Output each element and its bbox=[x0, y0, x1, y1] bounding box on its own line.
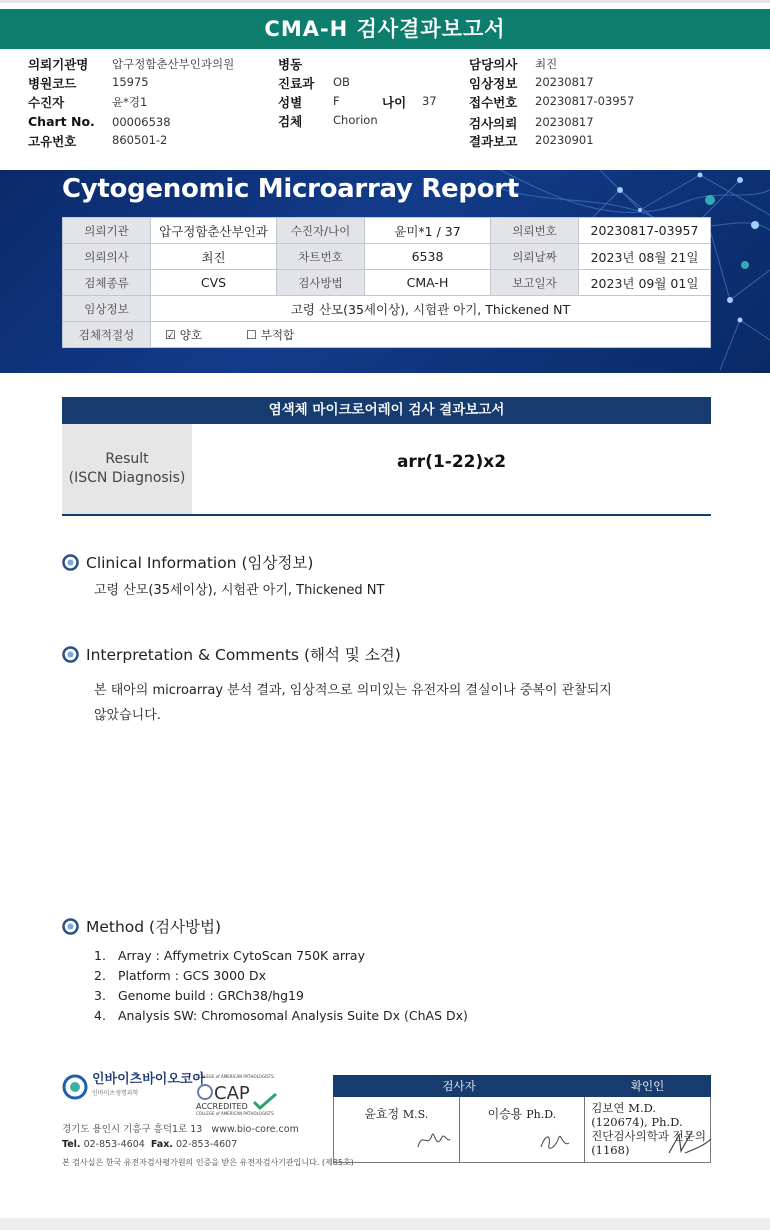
cap-accredited-logo bbox=[196, 1072, 286, 1116]
table-value: 압구정함춘산부인과 bbox=[151, 218, 277, 244]
interpretation-line: 않았습니다. bbox=[94, 708, 161, 723]
cap-bottom-text: COLLEGE of AMERICAN PATHOLOGISTS bbox=[196, 1111, 274, 1116]
method-heading bbox=[62, 915, 221, 937]
cap-accredited-text: ACCREDITED bbox=[196, 1102, 248, 1111]
table-value: CMA-H bbox=[365, 270, 491, 296]
header-value: 20230901 bbox=[535, 133, 594, 147]
fax-value: 02-853-4607 bbox=[176, 1139, 238, 1150]
header-label: 검사의뢰 bbox=[469, 116, 518, 131]
fax-label: Fax. bbox=[150, 1139, 173, 1150]
interpretation-text bbox=[94, 678, 612, 728]
confirm-header: 확인인 bbox=[585, 1076, 711, 1097]
interpretation-line: 본 태아의 microarray 분석 결과, 임상적으로 의미있는 유전자의 결실이나 중복이 관찰되지 bbox=[94, 683, 612, 698]
result-box bbox=[62, 424, 711, 516]
examiner-header: 검사자 bbox=[334, 1076, 585, 1097]
patient-info-table bbox=[62, 217, 711, 348]
section-bullet-icon bbox=[62, 554, 79, 571]
cap-top-text: COLLEGE of AMERICAN PATHOLOGISTS bbox=[196, 1074, 274, 1079]
header-value: 860501-2 bbox=[112, 133, 168, 147]
table-value: 최진 bbox=[151, 244, 277, 270]
header-value: 20230817 bbox=[535, 115, 594, 129]
header-value: 최진 bbox=[535, 57, 558, 71]
header-value: 20230817 bbox=[535, 75, 594, 89]
company-logo bbox=[62, 1073, 205, 1101]
banner-title: Cytogenomic Microarray Report bbox=[62, 174, 519, 204]
signature-image bbox=[665, 1129, 715, 1159]
table-row bbox=[63, 322, 711, 348]
certification-notice: 본 검사실은 한국 유전자검사평가원의 인증을 받은 유전자검사기관입니다. (제85호) bbox=[62, 1158, 354, 1167]
table-key: 수진자/나이 bbox=[277, 218, 365, 244]
adequacy-bad-label: 부적합 bbox=[260, 327, 295, 342]
result-label-line1: Result bbox=[105, 451, 149, 467]
cap-main-text: CAP bbox=[214, 1083, 250, 1104]
tel-label: Tel. bbox=[62, 1139, 81, 1150]
report-banner bbox=[0, 170, 770, 373]
signature-image bbox=[414, 1125, 454, 1155]
list-item: 1. Array : Affymetrix CytoScan 750K array bbox=[94, 948, 365, 963]
header-label: 접수번호 bbox=[469, 95, 518, 110]
table-key: 검체적절성 bbox=[63, 322, 151, 348]
page-bottom-strip bbox=[0, 1218, 770, 1230]
address-text: 경기도 용인시 기흥구 흥덕1로 13 bbox=[62, 1124, 203, 1135]
header-label: 수진자 bbox=[28, 95, 65, 110]
examiner2-cell bbox=[459, 1097, 585, 1163]
company-logo-icon bbox=[62, 1074, 88, 1100]
header-label: 병동 bbox=[278, 57, 303, 72]
list-item: 2. Platform : GCS 3000 Dx bbox=[94, 968, 267, 983]
examiner2-degree: Ph.D. bbox=[526, 1108, 557, 1121]
result-label-line2: (ISCN Diagnosis) bbox=[68, 470, 186, 486]
header-value: F bbox=[333, 94, 340, 108]
header-value: 20230817-03957 bbox=[535, 94, 635, 108]
header-label: 고유번호 bbox=[28, 134, 77, 149]
website-link[interactable]: www.bio-core.com bbox=[211, 1124, 299, 1135]
tel-value: 02-853-4604 bbox=[83, 1139, 145, 1150]
header-value: 37 bbox=[422, 94, 437, 108]
header-label: Chart No. bbox=[28, 114, 95, 129]
company-name: 인바이츠바이오코아 bbox=[92, 1072, 206, 1087]
result-section-title: 염색체 마이크로어레이 검사 결과보고서 bbox=[62, 397, 711, 424]
section-bullet-icon bbox=[62, 918, 79, 935]
result-label bbox=[62, 424, 192, 514]
checked-checkbox-icon: ☑ bbox=[165, 327, 176, 342]
signature-table bbox=[333, 1075, 711, 1163]
header-value: OB bbox=[333, 75, 350, 89]
table-key: 임상정보 bbox=[63, 296, 151, 322]
header-label: 나이 bbox=[382, 95, 407, 110]
empty-checkbox-icon: ☐ bbox=[245, 327, 257, 342]
examiner1-degree: M.S. bbox=[402, 1108, 429, 1121]
table-key: 차트번호 bbox=[277, 244, 365, 270]
header-label: 검체 bbox=[278, 114, 303, 129]
table-value: CVS bbox=[151, 270, 277, 296]
company-address bbox=[62, 1122, 354, 1170]
table-key: 검사방법 bbox=[277, 270, 365, 296]
result-value: arr(1-22)x2 bbox=[396, 452, 507, 472]
table-key: 검체종류 bbox=[63, 270, 151, 296]
adequacy-ok-label: 양호 bbox=[179, 327, 202, 342]
table-value: 윤미*1 / 37 bbox=[365, 218, 491, 244]
header-value: 윤*경1 bbox=[112, 95, 148, 109]
header-label: 담당의사 bbox=[469, 57, 518, 72]
header-info bbox=[28, 55, 748, 150]
confirmer-line: 진단검사의학과 전문의(1168) bbox=[591, 1129, 706, 1157]
header-label: 성별 bbox=[278, 95, 303, 110]
table-row bbox=[63, 270, 711, 296]
table-row bbox=[63, 218, 711, 244]
header-label: 병원코드 bbox=[28, 76, 77, 91]
table-value: 6538 bbox=[365, 244, 491, 270]
confirmer-cell bbox=[585, 1097, 711, 1163]
interpretation-heading-text: Interpretation & Comments (해석 및 소견) bbox=[86, 646, 401, 664]
header-label: 결과보고 bbox=[469, 134, 518, 149]
clinical-info-heading bbox=[62, 551, 313, 573]
section-bullet-icon bbox=[62, 646, 79, 663]
table-key: 보고일자 bbox=[491, 270, 579, 296]
company-subname: 인바이츠생명과학 bbox=[92, 1090, 139, 1097]
header-label: 임상정보 bbox=[469, 76, 518, 91]
table-key: 의뢰번호 bbox=[491, 218, 579, 244]
header-value: Chorion bbox=[333, 113, 378, 127]
header-value: 압구정함춘산부인과의원 bbox=[112, 57, 235, 71]
table-key: 의뢰날짜 bbox=[491, 244, 579, 270]
confirmer-line: 김보연 M.D.(120674), Ph.D. bbox=[591, 1101, 683, 1129]
header-value: 15975 bbox=[112, 75, 149, 89]
adequacy-options bbox=[151, 322, 711, 348]
table-value: 2023년 09월 01일 bbox=[579, 270, 711, 296]
report-title-bar bbox=[0, 0, 770, 48]
clinical-info-value: 고령 산모(35세이상), 시험관 아기, Thickened NT bbox=[151, 296, 711, 322]
report-title: CMA-H 검사결과보고서 bbox=[0, 9, 770, 49]
header-value: 00006538 bbox=[112, 115, 171, 129]
clinical-info-text: 고령 산모(35세이상), 시험관 아기, Thickened NT bbox=[94, 583, 385, 598]
table-value: 20230817-03957 bbox=[579, 218, 711, 244]
table-key: 의뢰의사 bbox=[63, 244, 151, 270]
header-label: 진료과 bbox=[278, 76, 315, 91]
examiner1-cell bbox=[334, 1097, 460, 1163]
list-item: 4. Analysis SW: Chromosomal Analysis Suite Dx (ChAS Dx) bbox=[94, 1008, 468, 1023]
table-value: 2023년 08월 21일 bbox=[579, 244, 711, 270]
list-item: 3. Genome build : GRCh38/hg19 bbox=[94, 988, 304, 1003]
method-list bbox=[94, 946, 468, 1026]
table-key: 의뢰기관 bbox=[63, 218, 151, 244]
method-heading-text: Method (검사방법) bbox=[86, 918, 222, 936]
table-row bbox=[334, 1076, 711, 1097]
interpretation-heading bbox=[62, 643, 401, 665]
examiner1-name: 윤효정 bbox=[364, 1107, 400, 1121]
table-row bbox=[63, 244, 711, 270]
table-row bbox=[334, 1097, 711, 1163]
examiner2-name: 이승용 bbox=[487, 1107, 523, 1121]
signature-image bbox=[535, 1127, 575, 1155]
clinical-info-heading-text: Clinical Information (임상정보) bbox=[86, 554, 314, 572]
header-label: 의뢰기관명 bbox=[28, 57, 89, 72]
table-row bbox=[63, 296, 711, 322]
